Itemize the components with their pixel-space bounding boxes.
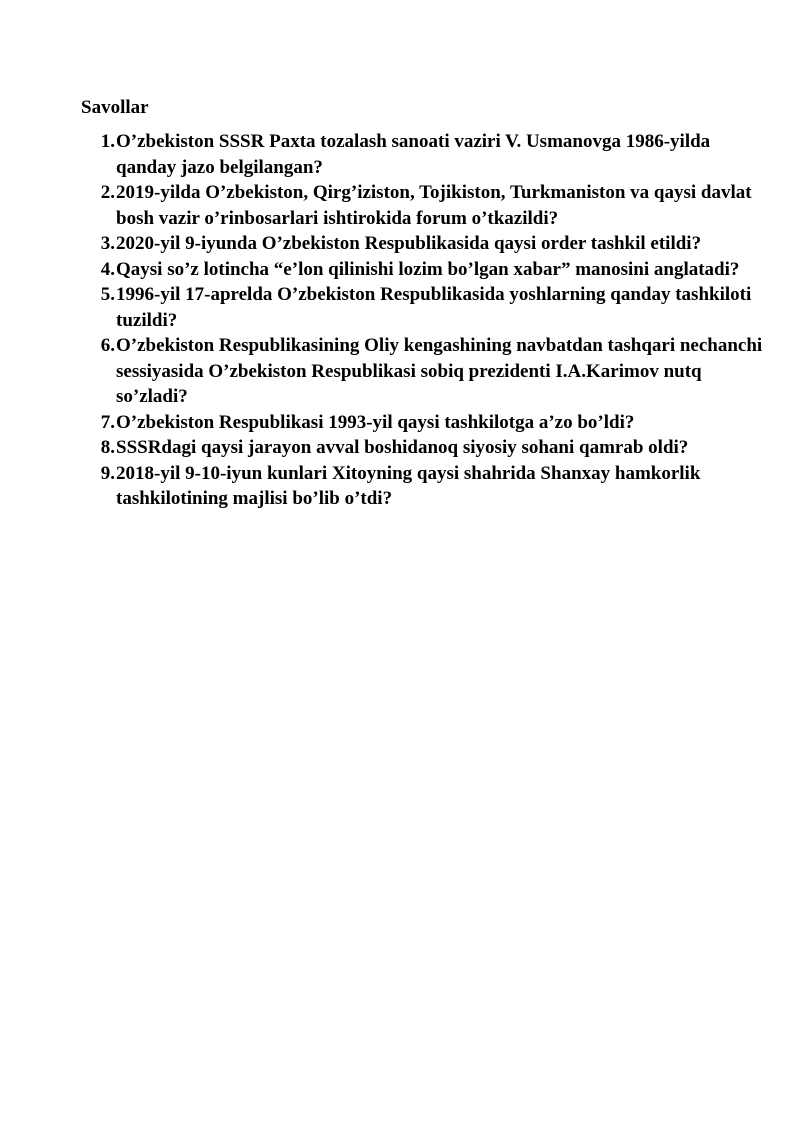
questions-list — [81, 129, 771, 512]
question-number: 5. — [100, 284, 115, 305]
question-text: O’zbekiston Respublikasining Oliy kengashining navbatdan tashqari nechanchi sessiyasida O’zbekiston Respublikasi sobiq prezidenti I.A.Karimov nutq so’zladi? — [116, 335, 763, 407]
question-text: 1996-yil 17-aprelda O’zbekiston Respublikasida yoshlarning qanday tashkiloti tuzildi? — [116, 284, 752, 331]
question-item — [81, 257, 771, 283]
question-item — [81, 410, 771, 436]
question-item — [81, 435, 771, 461]
question-number: 9. — [100, 462, 115, 484]
question-item — [81, 282, 771, 333]
question-number: 6. — [100, 335, 115, 356]
question-text: 2018-yil 9-10-iyun kunlari Xitoyning qaysi shahrida Shanxay hamkorlik tashkilotining majlisi bo’lib o’tdi? — [116, 462, 701, 509]
question-number: 3. — [100, 233, 115, 254]
question-text: SSSRdagi qaysi jarayon avval boshidanoq siyosiy sohani qamrab oldi? — [116, 437, 689, 458]
page-title: Savollar — [81, 97, 149, 118]
question-text: O’zbekiston Respublikasi 1993-yil qaysi tashkilotga a’zo bo’ldi? — [116, 411, 635, 433]
question-number: 7. — [100, 411, 115, 433]
question-item — [81, 129, 771, 180]
question-number: 1. — [100, 131, 115, 152]
question-text: 2020-yil 9-iyunda O’zbekiston Respublikasida qaysi order tashkil etildi? — [116, 233, 702, 254]
question-item — [81, 461, 771, 512]
question-text: 2019-yilda O’zbekiston, Qirg’iziston, Tojikiston, Turkmaniston va qaysi davlat bosh vazir o’rinbosarlari ishtirokida forum o’tkazildi? — [116, 182, 752, 229]
question-item — [81, 180, 771, 231]
question-number: 2. — [100, 182, 115, 203]
question-number: 4. — [100, 258, 115, 280]
question-text: O’zbekiston SSSR Paxta tozalash sanoati vaziri V. Usmanovga 1986-yilda qanday jazo belgilangan? — [116, 131, 711, 178]
question-item — [81, 333, 771, 410]
question-text: Qaysi so’z lotincha “e’lon qilinishi lozim bo’lgan xabar” manosini anglatadi? — [116, 258, 740, 280]
question-number: 8. — [100, 437, 115, 458]
question-item — [81, 231, 771, 257]
